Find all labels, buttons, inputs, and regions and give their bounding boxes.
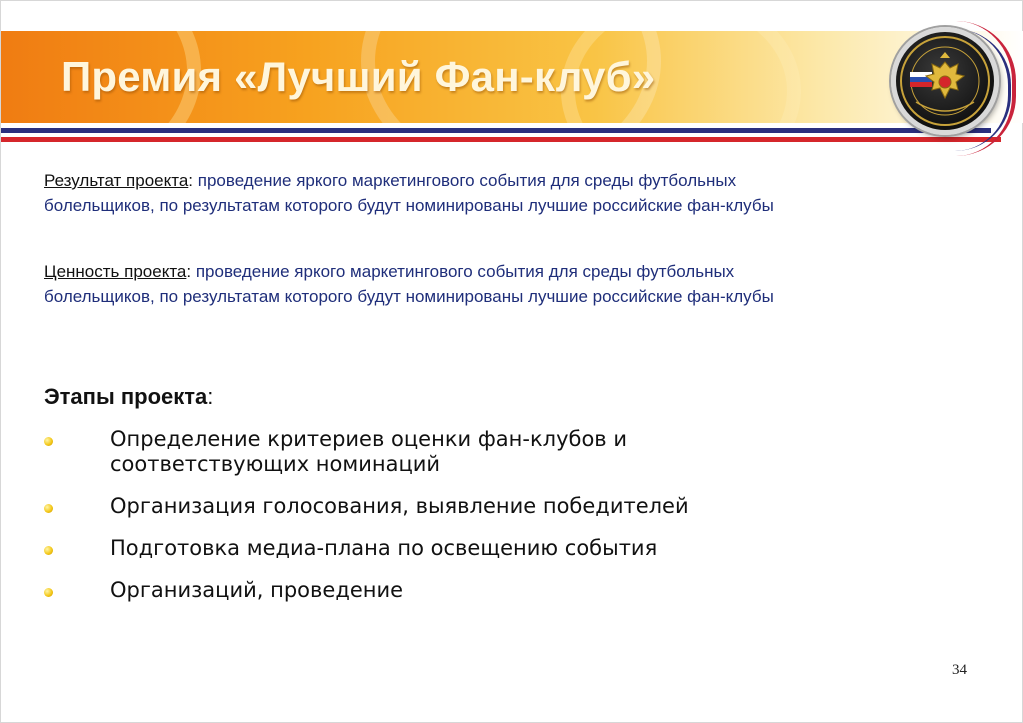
stripe-white [1, 133, 961, 136]
stage-item-text: Подготовка медиа-плана по освещению события [110, 536, 658, 560]
slide-title: Премия «Лучший Фан-клуб» [61, 53, 656, 100]
bullet-dot-icon [44, 437, 53, 446]
project-result-text: проведение яркого маркетингового события для среды футбольных болельщиков, по результатам которого будут номинированы лучшие российские фан-клубы [44, 171, 774, 215]
stripe-red [1, 137, 1001, 142]
eagle-emblem-graphic [896, 32, 994, 130]
bullet-dot-icon [44, 546, 53, 555]
stage-item [44, 578, 804, 603]
stages-list [44, 427, 804, 620]
project-result-colon: : [188, 171, 194, 190]
project-result-label: Результат проекта [44, 171, 189, 190]
stages-heading [44, 384, 213, 410]
stage-item [44, 427, 804, 477]
bullet-dot-icon [44, 504, 53, 513]
stages-heading-colon: : [207, 384, 214, 409]
page-number: 34 [952, 662, 967, 678]
project-value-paragraph [44, 260, 844, 309]
stage-item-text: Организация голосования, выявление победителей [110, 494, 689, 518]
bullet-dot-icon [44, 588, 53, 597]
stage-item-text: Определение критериев оценки фан-клубов и соответствующих номинаций [110, 427, 627, 476]
project-value-text: проведение яркого маркетингового события для среды футбольных болельщиков, по результатам которого будут номинированы лучшие российские фан-клубы [44, 262, 774, 306]
stage-item-text: Организаций, проведение [110, 578, 404, 602]
project-value-colon: : [186, 262, 192, 281]
project-value-label: Ценность проекта [44, 262, 187, 281]
stripe-white [1, 123, 931, 127]
stage-item [44, 494, 804, 519]
stage-item [44, 536, 804, 561]
stages-heading-text: Этапы проекта [44, 384, 208, 409]
tricolor-stripes [1, 123, 1023, 153]
project-result-paragraph [44, 169, 844, 218]
eagle-emblem-icon [891, 27, 999, 135]
